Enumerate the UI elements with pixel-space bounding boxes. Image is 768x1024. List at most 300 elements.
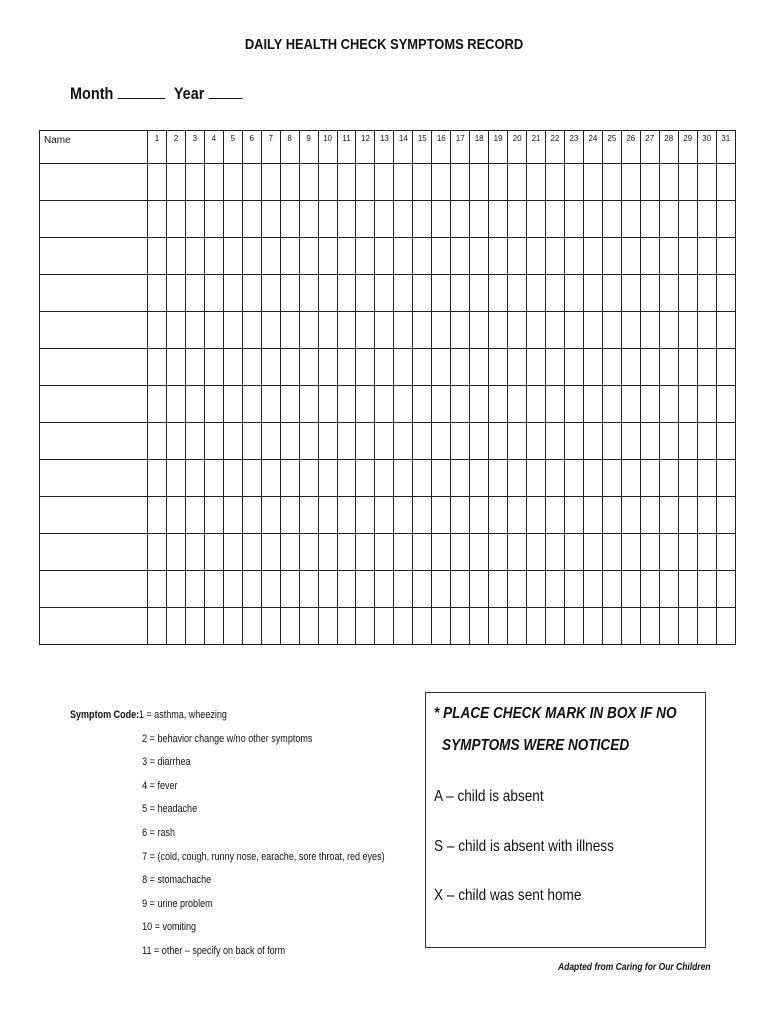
day-cell[interactable] xyxy=(166,275,185,312)
day-cell[interactable] xyxy=(261,164,280,201)
day-cell[interactable] xyxy=(451,164,470,201)
day-cell[interactable] xyxy=(148,571,167,608)
day-cell[interactable] xyxy=(166,497,185,534)
day-cell[interactable] xyxy=(602,386,621,423)
day-cell[interactable] xyxy=(621,497,640,534)
day-cell[interactable] xyxy=(621,460,640,497)
day-cell[interactable] xyxy=(413,534,432,571)
day-cell[interactable] xyxy=(451,460,470,497)
day-cell[interactable] xyxy=(621,423,640,460)
day-cell[interactable] xyxy=(432,201,451,238)
day-cell[interactable] xyxy=(697,386,716,423)
day-cell[interactable] xyxy=(185,349,204,386)
day-cell[interactable] xyxy=(659,460,678,497)
day-cell[interactable] xyxy=(299,386,318,423)
day-cell[interactable] xyxy=(564,349,583,386)
day-cell[interactable] xyxy=(697,571,716,608)
day-cell[interactable] xyxy=(489,275,508,312)
day-cell[interactable] xyxy=(564,164,583,201)
day-cell[interactable] xyxy=(261,460,280,497)
day-cell[interactable] xyxy=(204,571,223,608)
day-cell[interactable] xyxy=(337,571,356,608)
day-cell[interactable] xyxy=(678,238,697,275)
day-cell[interactable] xyxy=(508,497,527,534)
name-cell[interactable] xyxy=(40,571,148,608)
day-cell[interactable] xyxy=(318,497,337,534)
day-cell[interactable] xyxy=(451,349,470,386)
day-cell[interactable] xyxy=(716,201,735,238)
day-cell[interactable] xyxy=(261,349,280,386)
day-cell[interactable] xyxy=(508,534,527,571)
day-cell[interactable] xyxy=(716,275,735,312)
day-cell[interactable] xyxy=(413,201,432,238)
day-cell[interactable] xyxy=(451,608,470,645)
year-blank[interactable] xyxy=(208,84,242,99)
day-cell[interactable] xyxy=(375,312,394,349)
day-cell[interactable] xyxy=(223,423,242,460)
day-cell[interactable] xyxy=(564,238,583,275)
day-cell[interactable] xyxy=(223,238,242,275)
day-cell[interactable] xyxy=(394,164,413,201)
day-cell[interactable] xyxy=(148,497,167,534)
day-cell[interactable] xyxy=(659,275,678,312)
day-cell[interactable] xyxy=(470,275,489,312)
day-cell[interactable] xyxy=(678,349,697,386)
day-cell[interactable] xyxy=(318,423,337,460)
day-cell[interactable] xyxy=(299,423,318,460)
day-cell[interactable] xyxy=(337,201,356,238)
day-cell[interactable] xyxy=(621,571,640,608)
day-cell[interactable] xyxy=(602,423,621,460)
day-cell[interactable] xyxy=(413,386,432,423)
day-cell[interactable] xyxy=(583,238,602,275)
day-cell[interactable] xyxy=(470,571,489,608)
day-cell[interactable] xyxy=(602,275,621,312)
day-cell[interactable] xyxy=(185,497,204,534)
day-cell[interactable] xyxy=(223,571,242,608)
day-cell[interactable] xyxy=(375,238,394,275)
day-cell[interactable] xyxy=(356,238,375,275)
day-cell[interactable] xyxy=(166,312,185,349)
day-cell[interactable] xyxy=(583,497,602,534)
day-cell[interactable] xyxy=(204,423,223,460)
day-cell[interactable] xyxy=(602,201,621,238)
day-cell[interactable] xyxy=(375,460,394,497)
day-cell[interactable] xyxy=(546,608,565,645)
day-cell[interactable] xyxy=(280,423,299,460)
day-cell[interactable] xyxy=(640,608,659,645)
day-cell[interactable] xyxy=(223,312,242,349)
day-cell[interactable] xyxy=(678,201,697,238)
day-cell[interactable] xyxy=(223,534,242,571)
day-cell[interactable] xyxy=(413,460,432,497)
day-cell[interactable] xyxy=(546,386,565,423)
day-cell[interactable] xyxy=(489,201,508,238)
day-cell[interactable] xyxy=(678,275,697,312)
day-cell[interactable] xyxy=(223,349,242,386)
day-cell[interactable] xyxy=(185,201,204,238)
day-cell[interactable] xyxy=(337,534,356,571)
day-cell[interactable] xyxy=(621,275,640,312)
day-cell[interactable] xyxy=(166,386,185,423)
day-cell[interactable] xyxy=(394,312,413,349)
day-cell[interactable] xyxy=(356,534,375,571)
day-cell[interactable] xyxy=(546,312,565,349)
day-cell[interactable] xyxy=(242,534,261,571)
day-cell[interactable] xyxy=(659,608,678,645)
day-cell[interactable] xyxy=(640,312,659,349)
day-cell[interactable] xyxy=(280,312,299,349)
day-cell[interactable] xyxy=(318,238,337,275)
day-cell[interactable] xyxy=(470,349,489,386)
day-cell[interactable] xyxy=(697,312,716,349)
day-cell[interactable] xyxy=(583,571,602,608)
day-cell[interactable] xyxy=(337,312,356,349)
day-cell[interactable] xyxy=(375,571,394,608)
day-cell[interactable] xyxy=(432,423,451,460)
day-cell[interactable] xyxy=(185,460,204,497)
day-cell[interactable] xyxy=(451,386,470,423)
day-cell[interactable] xyxy=(432,238,451,275)
day-cell[interactable] xyxy=(602,534,621,571)
day-cell[interactable] xyxy=(546,164,565,201)
day-cell[interactable] xyxy=(413,571,432,608)
day-cell[interactable] xyxy=(318,386,337,423)
day-cell[interactable] xyxy=(204,238,223,275)
day-cell[interactable] xyxy=(280,349,299,386)
name-cell[interactable] xyxy=(40,312,148,349)
day-cell[interactable] xyxy=(489,349,508,386)
day-cell[interactable] xyxy=(148,534,167,571)
day-cell[interactable] xyxy=(394,497,413,534)
day-cell[interactable] xyxy=(394,275,413,312)
day-cell[interactable] xyxy=(413,608,432,645)
day-cell[interactable] xyxy=(413,497,432,534)
day-cell[interactable] xyxy=(204,275,223,312)
day-cell[interactable] xyxy=(375,201,394,238)
day-cell[interactable] xyxy=(583,164,602,201)
day-cell[interactable] xyxy=(546,201,565,238)
day-cell[interactable] xyxy=(621,534,640,571)
day-cell[interactable] xyxy=(318,275,337,312)
day-cell[interactable] xyxy=(337,164,356,201)
day-cell[interactable] xyxy=(659,164,678,201)
day-cell[interactable] xyxy=(716,349,735,386)
day-cell[interactable] xyxy=(280,497,299,534)
day-cell[interactable] xyxy=(508,460,527,497)
day-cell[interactable] xyxy=(204,386,223,423)
day-cell[interactable] xyxy=(318,460,337,497)
day-cell[interactable] xyxy=(148,349,167,386)
day-cell[interactable] xyxy=(602,571,621,608)
day-cell[interactable] xyxy=(527,534,546,571)
day-cell[interactable] xyxy=(375,423,394,460)
day-cell[interactable] xyxy=(413,312,432,349)
day-cell[interactable] xyxy=(470,497,489,534)
day-cell[interactable] xyxy=(223,275,242,312)
name-cell[interactable] xyxy=(40,275,148,312)
day-cell[interactable] xyxy=(204,312,223,349)
day-cell[interactable] xyxy=(678,312,697,349)
day-cell[interactable] xyxy=(716,497,735,534)
day-cell[interactable] xyxy=(337,386,356,423)
day-cell[interactable] xyxy=(546,534,565,571)
day-cell[interactable] xyxy=(564,201,583,238)
day-cell[interactable] xyxy=(640,386,659,423)
day-cell[interactable] xyxy=(697,608,716,645)
day-cell[interactable] xyxy=(716,460,735,497)
day-cell[interactable] xyxy=(166,534,185,571)
day-cell[interactable] xyxy=(299,608,318,645)
day-cell[interactable] xyxy=(716,238,735,275)
day-cell[interactable] xyxy=(621,164,640,201)
day-cell[interactable] xyxy=(527,460,546,497)
day-cell[interactable] xyxy=(546,275,565,312)
day-cell[interactable] xyxy=(204,164,223,201)
day-cell[interactable] xyxy=(242,164,261,201)
day-cell[interactable] xyxy=(583,460,602,497)
day-cell[interactable] xyxy=(621,608,640,645)
day-cell[interactable] xyxy=(583,534,602,571)
day-cell[interactable] xyxy=(242,571,261,608)
day-cell[interactable] xyxy=(697,349,716,386)
day-cell[interactable] xyxy=(394,608,413,645)
day-cell[interactable] xyxy=(659,312,678,349)
day-cell[interactable] xyxy=(299,312,318,349)
day-cell[interactable] xyxy=(583,201,602,238)
day-cell[interactable] xyxy=(508,571,527,608)
day-cell[interactable] xyxy=(508,423,527,460)
day-cell[interactable] xyxy=(508,201,527,238)
name-cell[interactable] xyxy=(40,386,148,423)
day-cell[interactable] xyxy=(564,534,583,571)
day-cell[interactable] xyxy=(394,201,413,238)
day-cell[interactable] xyxy=(697,238,716,275)
day-cell[interactable] xyxy=(451,423,470,460)
day-cell[interactable] xyxy=(640,164,659,201)
day-cell[interactable] xyxy=(261,608,280,645)
day-cell[interactable] xyxy=(148,238,167,275)
day-cell[interactable] xyxy=(242,349,261,386)
day-cell[interactable] xyxy=(148,275,167,312)
day-cell[interactable] xyxy=(242,608,261,645)
day-cell[interactable] xyxy=(470,386,489,423)
day-cell[interactable] xyxy=(659,201,678,238)
day-cell[interactable] xyxy=(564,571,583,608)
day-cell[interactable] xyxy=(564,608,583,645)
day-cell[interactable] xyxy=(659,349,678,386)
day-cell[interactable] xyxy=(659,386,678,423)
day-cell[interactable] xyxy=(527,238,546,275)
day-cell[interactable] xyxy=(678,164,697,201)
day-cell[interactable] xyxy=(640,497,659,534)
day-cell[interactable] xyxy=(204,608,223,645)
day-cell[interactable] xyxy=(375,275,394,312)
day-cell[interactable] xyxy=(432,571,451,608)
day-cell[interactable] xyxy=(527,423,546,460)
day-cell[interactable] xyxy=(583,608,602,645)
day-cell[interactable] xyxy=(470,608,489,645)
day-cell[interactable] xyxy=(583,312,602,349)
day-cell[interactable] xyxy=(546,423,565,460)
day-cell[interactable] xyxy=(356,608,375,645)
day-cell[interactable] xyxy=(508,164,527,201)
day-cell[interactable] xyxy=(583,386,602,423)
day-cell[interactable] xyxy=(299,571,318,608)
day-cell[interactable] xyxy=(527,275,546,312)
day-cell[interactable] xyxy=(716,423,735,460)
day-cell[interactable] xyxy=(564,275,583,312)
day-cell[interactable] xyxy=(527,386,546,423)
day-cell[interactable] xyxy=(697,201,716,238)
day-cell[interactable] xyxy=(583,275,602,312)
day-cell[interactable] xyxy=(508,312,527,349)
day-cell[interactable] xyxy=(621,238,640,275)
day-cell[interactable] xyxy=(527,497,546,534)
day-cell[interactable] xyxy=(716,312,735,349)
day-cell[interactable] xyxy=(470,423,489,460)
name-cell[interactable] xyxy=(40,164,148,201)
day-cell[interactable] xyxy=(242,312,261,349)
day-cell[interactable] xyxy=(394,534,413,571)
day-cell[interactable] xyxy=(261,386,280,423)
day-cell[interactable] xyxy=(242,386,261,423)
day-cell[interactable] xyxy=(337,423,356,460)
day-cell[interactable] xyxy=(413,349,432,386)
day-cell[interactable] xyxy=(337,460,356,497)
day-cell[interactable] xyxy=(697,423,716,460)
day-cell[interactable] xyxy=(337,608,356,645)
day-cell[interactable] xyxy=(697,497,716,534)
day-cell[interactable] xyxy=(185,312,204,349)
day-cell[interactable] xyxy=(564,386,583,423)
day-cell[interactable] xyxy=(166,164,185,201)
day-cell[interactable] xyxy=(394,238,413,275)
day-cell[interactable] xyxy=(261,312,280,349)
day-cell[interactable] xyxy=(489,164,508,201)
day-cell[interactable] xyxy=(223,386,242,423)
day-cell[interactable] xyxy=(602,164,621,201)
day-cell[interactable] xyxy=(546,238,565,275)
day-cell[interactable] xyxy=(204,201,223,238)
day-cell[interactable] xyxy=(261,571,280,608)
day-cell[interactable] xyxy=(583,423,602,460)
day-cell[interactable] xyxy=(489,571,508,608)
day-cell[interactable] xyxy=(527,312,546,349)
day-cell[interactable] xyxy=(394,349,413,386)
day-cell[interactable] xyxy=(299,201,318,238)
day-cell[interactable] xyxy=(413,238,432,275)
day-cell[interactable] xyxy=(640,571,659,608)
day-cell[interactable] xyxy=(185,423,204,460)
day-cell[interactable] xyxy=(564,423,583,460)
day-cell[interactable] xyxy=(432,497,451,534)
day-cell[interactable] xyxy=(356,164,375,201)
day-cell[interactable] xyxy=(451,201,470,238)
day-cell[interactable] xyxy=(489,608,508,645)
day-cell[interactable] xyxy=(489,534,508,571)
day-cell[interactable] xyxy=(546,571,565,608)
day-cell[interactable] xyxy=(318,201,337,238)
day-cell[interactable] xyxy=(489,386,508,423)
name-cell[interactable] xyxy=(40,349,148,386)
day-cell[interactable] xyxy=(583,349,602,386)
day-cell[interactable] xyxy=(508,275,527,312)
day-cell[interactable] xyxy=(659,534,678,571)
day-cell[interactable] xyxy=(678,497,697,534)
day-cell[interactable] xyxy=(356,201,375,238)
day-cell[interactable] xyxy=(394,386,413,423)
day-cell[interactable] xyxy=(356,423,375,460)
day-cell[interactable] xyxy=(678,534,697,571)
day-cell[interactable] xyxy=(489,238,508,275)
day-cell[interactable] xyxy=(318,534,337,571)
day-cell[interactable] xyxy=(470,460,489,497)
day-cell[interactable] xyxy=(356,312,375,349)
day-cell[interactable] xyxy=(546,349,565,386)
day-cell[interactable] xyxy=(280,534,299,571)
day-cell[interactable] xyxy=(527,571,546,608)
day-cell[interactable] xyxy=(451,275,470,312)
day-cell[interactable] xyxy=(280,201,299,238)
day-cell[interactable] xyxy=(148,312,167,349)
day-cell[interactable] xyxy=(527,349,546,386)
day-cell[interactable] xyxy=(716,608,735,645)
day-cell[interactable] xyxy=(166,608,185,645)
name-cell[interactable] xyxy=(40,460,148,497)
day-cell[interactable] xyxy=(546,497,565,534)
day-cell[interactable] xyxy=(223,201,242,238)
day-cell[interactable] xyxy=(318,312,337,349)
day-cell[interactable] xyxy=(148,386,167,423)
day-cell[interactable] xyxy=(223,164,242,201)
day-cell[interactable] xyxy=(375,534,394,571)
day-cell[interactable] xyxy=(375,164,394,201)
day-cell[interactable] xyxy=(527,201,546,238)
day-cell[interactable] xyxy=(470,312,489,349)
day-cell[interactable] xyxy=(261,497,280,534)
day-cell[interactable] xyxy=(261,201,280,238)
day-cell[interactable] xyxy=(413,423,432,460)
day-cell[interactable] xyxy=(166,571,185,608)
day-cell[interactable] xyxy=(470,534,489,571)
day-cell[interactable] xyxy=(432,164,451,201)
day-cell[interactable] xyxy=(413,275,432,312)
day-cell[interactable] xyxy=(432,386,451,423)
day-cell[interactable] xyxy=(166,201,185,238)
day-cell[interactable] xyxy=(678,423,697,460)
day-cell[interactable] xyxy=(678,460,697,497)
name-cell[interactable] xyxy=(40,423,148,460)
day-cell[interactable] xyxy=(242,238,261,275)
day-cell[interactable] xyxy=(166,349,185,386)
day-cell[interactable] xyxy=(148,201,167,238)
day-cell[interactable] xyxy=(640,460,659,497)
day-cell[interactable] xyxy=(451,312,470,349)
day-cell[interactable] xyxy=(640,534,659,571)
day-cell[interactable] xyxy=(621,386,640,423)
day-cell[interactable] xyxy=(470,164,489,201)
day-cell[interactable] xyxy=(299,164,318,201)
day-cell[interactable] xyxy=(318,349,337,386)
day-cell[interactable] xyxy=(602,312,621,349)
day-cell[interactable] xyxy=(375,349,394,386)
day-cell[interactable] xyxy=(356,497,375,534)
day-cell[interactable] xyxy=(356,275,375,312)
day-cell[interactable] xyxy=(242,497,261,534)
day-cell[interactable] xyxy=(659,238,678,275)
day-cell[interactable] xyxy=(716,571,735,608)
